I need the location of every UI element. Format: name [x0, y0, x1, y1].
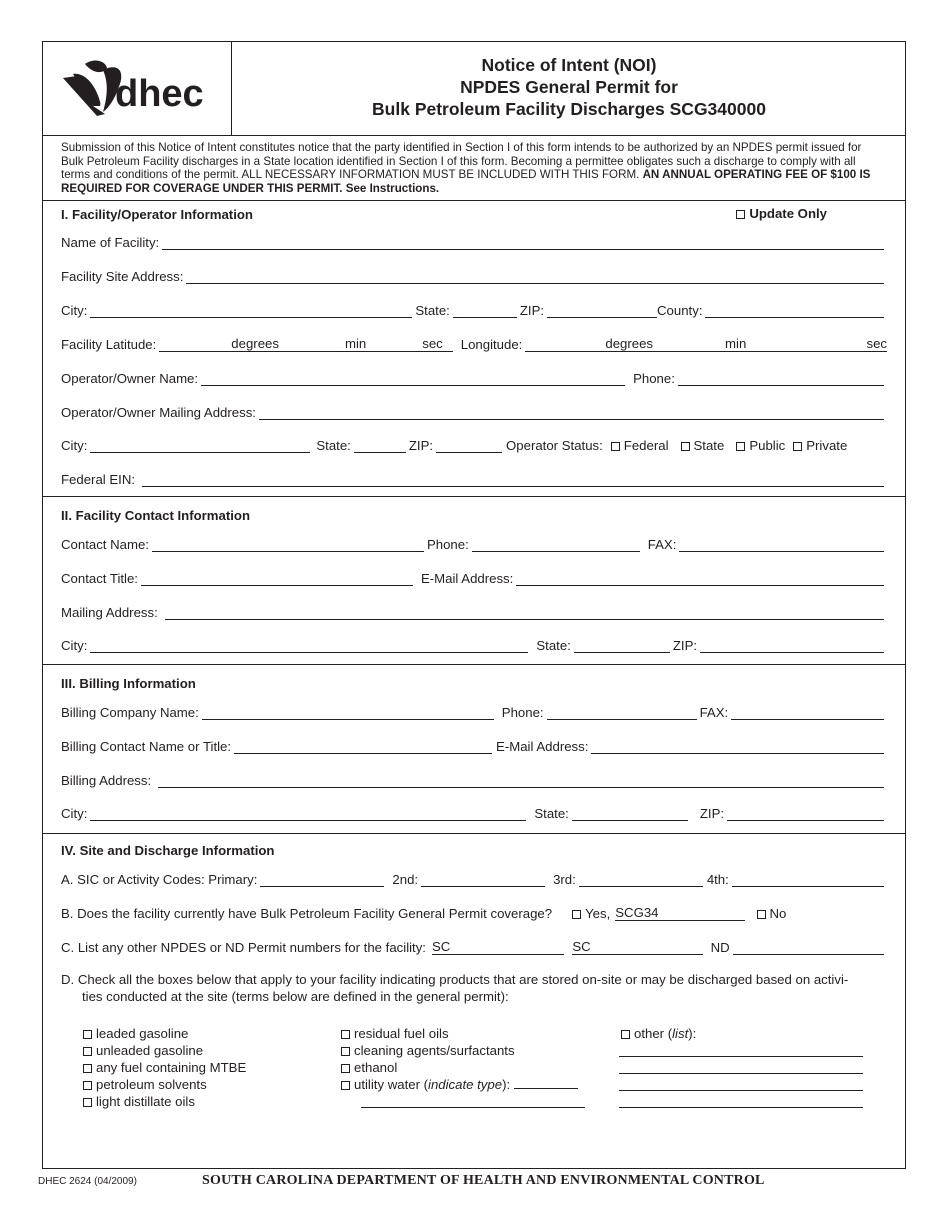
billing-email-label: E-Mail Address:: [496, 739, 589, 754]
products-instructions-line-2: ties conducted at the site (terms below are defined in the general permit):: [82, 989, 509, 1004]
contact-mailing-field[interactable]: [165, 606, 884, 620]
section-2-title: II. Facility Contact Information: [61, 508, 251, 523]
owner-zip-field[interactable]: [436, 439, 502, 453]
product-checkbox[interactable]: [83, 1025, 246, 1042]
other-permits-row: [61, 937, 887, 955]
contact-zip-field[interactable]: [700, 639, 884, 653]
product-label: ethanol: [354, 1060, 398, 1075]
long-degrees-label: degrees: [605, 336, 654, 351]
owner-name-label: Operator/Owner Name:: [61, 371, 199, 386]
form-code: DHEC 2624 (04/2009): [38, 1176, 137, 1187]
facility-name-field[interactable]: [162, 236, 884, 250]
other-list-line[interactable]: [619, 1090, 863, 1091]
other-end: ):: [688, 1026, 697, 1041]
sic-2nd-label: 2nd:: [392, 872, 419, 887]
product-label: petroleum solvents: [96, 1077, 207, 1092]
coverage-question: B. Does the facility currently have Bulk Petroleum Facility General Permit coverage?: [61, 906, 553, 921]
billing-fax-label: FAX:: [699, 705, 729, 720]
title-line-3: Bulk Petroleum Facility Discharges SCG340000: [372, 99, 766, 119]
title-line-1: Notice of Intent (NOI): [481, 55, 657, 75]
section-1-title: I. Facility/Operator Information: [61, 207, 253, 222]
lat-degrees-label: degrees: [231, 336, 279, 351]
long-min-field[interactable]: [653, 338, 725, 352]
permit-nd-field[interactable]: [733, 941, 884, 955]
long-degrees-field[interactable]: [525, 338, 605, 352]
owner-mailing-label: Operator/Owner Mailing Address:: [61, 405, 256, 420]
checkbox-icon: [621, 1030, 630, 1039]
logo-box: [43, 42, 232, 135]
checkbox-icon: [83, 1081, 92, 1090]
checkbox-icon: [83, 1098, 92, 1107]
billing-city-row: [61, 803, 887, 821]
coverage-no-checkbox[interactable]: [757, 906, 787, 921]
contact-fax-field[interactable]: [679, 538, 884, 552]
lat-sec-field[interactable]: [366, 338, 422, 352]
status-private-checkbox[interactable]: [793, 438, 847, 453]
contact-email-label: E-Mail Address:: [420, 571, 514, 586]
coverage-row: [61, 903, 887, 921]
coverage-yes-label: Yes,: [585, 906, 611, 921]
contact-name-row: [61, 534, 887, 552]
contact-city-row: [61, 635, 887, 653]
sic-4th-label: 4th:: [706, 872, 729, 887]
logo-text: dhec: [115, 73, 204, 115]
other-label: other (: [634, 1026, 673, 1041]
utility-water-label: utility water (: [354, 1077, 429, 1092]
contact-title-row: [61, 568, 887, 586]
form-frame: [42, 41, 906, 1169]
facility-name-label: Name of Facility:: [61, 235, 160, 250]
billing-zip-label: ZIP:: [699, 806, 725, 821]
product-label: residual fuel oils: [354, 1026, 449, 1041]
site-address-field[interactable]: [186, 270, 884, 284]
site-address-row: [61, 266, 887, 284]
billing-contact-row: [61, 736, 887, 754]
intro-notice: [43, 137, 905, 201]
permit-sc2-field[interactable]: [591, 941, 703, 955]
checkbox-icon: [681, 442, 690, 451]
checkbox-icon: [83, 1064, 92, 1073]
longitude-label: Longitude:: [460, 337, 523, 352]
coverage-prefix: SCG34: [615, 905, 659, 920]
sic-3rd-field[interactable]: [579, 873, 703, 887]
status-federal-label: Federal: [623, 438, 669, 453]
owner-name-row: [61, 368, 887, 386]
permit-sc1-prefix: SC: [431, 939, 451, 954]
checkbox-icon: [341, 1081, 350, 1090]
checkbox-icon: [341, 1047, 350, 1056]
checkbox-icon: [83, 1030, 92, 1039]
billing-address-field[interactable]: [158, 774, 884, 788]
billing-email-field[interactable]: [591, 740, 884, 754]
section-facility-operator: [43, 202, 905, 497]
billing-address-row: [61, 770, 887, 788]
status-public-checkbox[interactable]: [736, 438, 785, 453]
lat-tail: [443, 338, 453, 352]
checkbox-icon: [83, 1047, 92, 1056]
permit-sc1-field[interactable]: [450, 941, 564, 955]
lat-degrees-field[interactable]: [159, 338, 231, 352]
contact-city-label: City:: [61, 638, 88, 653]
product-label: cleaning agents/surfactants: [354, 1043, 515, 1058]
product-checkbox[interactable]: [341, 1059, 578, 1076]
checkbox-icon: [572, 910, 581, 919]
operator-status-row: [61, 435, 887, 453]
state-field[interactable]: [453, 304, 517, 318]
status-state-checkbox[interactable]: [681, 438, 725, 453]
sic-3rd-label: 3rd:: [553, 872, 576, 887]
products-column-3: [621, 1025, 696, 1042]
owner-mailing-field[interactable]: [259, 406, 884, 420]
owner-name-field[interactable]: [201, 372, 625, 386]
billing-city-field[interactable]: [90, 807, 526, 821]
latitude-label: Facility Latitude:: [61, 337, 157, 352]
county-label: County:: [657, 303, 703, 318]
products-instructions: [61, 971, 876, 1005]
billing-company-field[interactable]: [202, 706, 494, 720]
sic-primary-field[interactable]: [260, 873, 384, 887]
section-4-title: IV. Site and Discharge Information: [61, 843, 275, 858]
long-sec-field[interactable]: [746, 338, 866, 352]
billing-state-label: State:: [534, 806, 569, 821]
owner-phone-label: Phone:: [633, 371, 675, 386]
contact-phone-field[interactable]: [472, 538, 640, 552]
owner-phone-field[interactable]: [678, 372, 884, 386]
city-row: [61, 300, 887, 318]
long-min-label: min: [725, 336, 747, 351]
contact-state-label: State:: [536, 638, 571, 653]
checkbox-icon: [341, 1064, 350, 1073]
ein-label: Federal EIN:: [61, 472, 136, 487]
status-public-label: Public: [749, 438, 786, 453]
site-address-label: Facility Site Address:: [61, 269, 184, 284]
billing-phone-label: Phone:: [501, 705, 544, 720]
contact-title-field[interactable]: [141, 572, 413, 586]
section-facility-contact: [43, 498, 905, 665]
title-line-2: NPDES General Permit for: [460, 77, 678, 97]
sic-2nd-field[interactable]: [421, 873, 545, 887]
billing-company-label: Billing Company Name:: [61, 705, 199, 720]
checkbox-icon: [736, 442, 745, 451]
lat-sec-label: sec: [422, 336, 443, 351]
checkbox-icon: [611, 442, 620, 451]
section-site-discharge: [43, 835, 905, 1168]
status-state-label: State: [693, 438, 725, 453]
billing-address-label: Billing Address:: [61, 773, 152, 788]
sic-4th-field[interactable]: [732, 873, 884, 887]
contact-email-field[interactable]: [516, 572, 884, 586]
utility-water-italic: indicate type: [428, 1077, 503, 1092]
utility-type-line-2[interactable]: [361, 1107, 585, 1108]
product-label: leaded gasoline: [96, 1026, 189, 1041]
intro-text: Submission of this Notice of Intent constitutes notice that the party identified in Section I of this form intends to be authorized by an NPDES permit issued for Bulk Petroleum Facility discharges in a State location identified in Section I of this form. Becoming a permittee obligates such a discharge to comply with all terms and conditions of the permit. ALL NECESSARY INFORMATION MUST BE INCLUDED WITH THIS FORM.: [61, 141, 862, 182]
contact-state-field[interactable]: [574, 639, 670, 653]
update-only-label: Update Only: [749, 206, 827, 221]
contact-mailing-label: Mailing Address:: [61, 605, 158, 620]
lat-min-label: min: [344, 336, 367, 351]
owner-city-label: City:: [61, 438, 88, 453]
product-label: light distillate oils: [96, 1094, 195, 1109]
contact-fax-label: FAX:: [647, 537, 677, 552]
operator-status-label: Operator Status:: [506, 438, 603, 453]
coverage-number-field[interactable]: [659, 907, 745, 921]
owner-zip-label: ZIP:: [408, 438, 434, 453]
utility-type-field[interactable]: [514, 1077, 578, 1089]
billing-phone-field[interactable]: [547, 706, 697, 720]
city-label: City:: [61, 303, 88, 318]
section-3-title: III. Billing Information: [61, 676, 196, 691]
department-name: SOUTH CAROLINA DEPARTMENT OF HEALTH AND ENVIRONMENTAL CONTROL: [202, 1173, 765, 1188]
checkbox-icon: [341, 1030, 350, 1039]
product-label: any fuel containing MTBE: [96, 1060, 247, 1075]
owner-mailing-row: [61, 402, 887, 420]
section-billing: [43, 666, 905, 834]
zip-field[interactable]: [547, 304, 657, 318]
permit-sc2-prefix: SC: [572, 939, 591, 954]
facility-name-row: [61, 232, 887, 250]
sic-codes-row: [61, 869, 887, 887]
billing-contact-field[interactable]: [234, 740, 492, 754]
billing-state-field[interactable]: [572, 807, 688, 821]
owner-state-label: State:: [316, 438, 351, 453]
product-checkbox[interactable]: [83, 1076, 246, 1093]
product-checkbox[interactable]: [83, 1093, 246, 1110]
coverage-yes-checkbox[interactable]: [572, 906, 610, 921]
other-italic: list: [672, 1026, 689, 1041]
utility-water-end: ):: [502, 1077, 511, 1092]
checkbox-icon: [793, 442, 802, 451]
coverage-no-label: No: [769, 906, 787, 921]
product-checkbox[interactable]: [83, 1042, 246, 1059]
status-private-label: Private: [806, 438, 848, 453]
contact-city-field[interactable]: [90, 639, 528, 653]
products-column-2: [341, 1025, 578, 1093]
update-only-checkbox[interactable]: [736, 206, 827, 221]
other-checkbox[interactable]: [621, 1025, 696, 1042]
utility-water-checkbox[interactable]: [341, 1076, 578, 1093]
status-federal-checkbox[interactable]: [611, 438, 669, 453]
product-checkbox[interactable]: [341, 1025, 578, 1042]
form-title: [233, 54, 905, 120]
contact-phone-label: Phone:: [426, 537, 469, 552]
lat-long-row: [61, 334, 887, 352]
product-label: unleaded gasoline: [96, 1043, 204, 1058]
billing-company-row: [61, 702, 887, 720]
contact-title-label: Contact Title:: [61, 571, 138, 586]
checkbox-icon: [736, 210, 745, 219]
zip-label: ZIP:: [519, 303, 545, 318]
owner-city-field[interactable]: [90, 439, 310, 453]
county-field[interactable]: [705, 304, 884, 318]
checkbox-icon: [757, 910, 766, 919]
other-list-line[interactable]: [619, 1056, 863, 1057]
contact-name-label: Contact Name:: [61, 537, 149, 552]
owner-state-field[interactable]: [354, 439, 406, 453]
other-list-line[interactable]: [619, 1107, 863, 1108]
billing-zip-field[interactable]: [727, 807, 884, 821]
product-checkbox[interactable]: [83, 1059, 246, 1076]
products-instructions-line-1: D. Check all the boxes below that apply to your facility indicating products that are stored on-site or may be discharged based on activi-: [61, 972, 849, 987]
billing-contact-label: Billing Contact Name or Title:: [61, 739, 232, 754]
contact-name-field[interactable]: [152, 538, 424, 552]
contact-mailing-row: [61, 602, 887, 620]
long-sec-label: sec: [866, 336, 887, 351]
sic-primary-label: A. SIC or Activity Codes: Primary:: [61, 872, 258, 887]
billing-fax-field[interactable]: [731, 706, 884, 720]
dhec-logo: [59, 56, 219, 120]
intro-bold: AN ANNUAL OPERATING FEE OF $100 IS REQUIRED FOR COVERAGE UNDER THIS PERMIT. See Instructions.: [61, 168, 871, 195]
billing-city-label: City:: [61, 806, 88, 821]
city-field[interactable]: [90, 304, 412, 318]
other-list-line[interactable]: [619, 1073, 863, 1074]
ein-field[interactable]: [142, 473, 884, 487]
permit-nd-label: ND: [710, 940, 730, 955]
lat-min-field[interactable]: [279, 338, 345, 352]
products-column-1: [83, 1025, 246, 1110]
state-label: State:: [415, 303, 450, 318]
contact-zip-label: ZIP:: [672, 638, 698, 653]
ein-row: [61, 469, 887, 487]
form-header: [43, 42, 905, 136]
product-checkbox[interactable]: [341, 1042, 578, 1059]
other-permits-label: C. List any other NPDES or ND Permit numbers for the facility:: [61, 940, 426, 955]
